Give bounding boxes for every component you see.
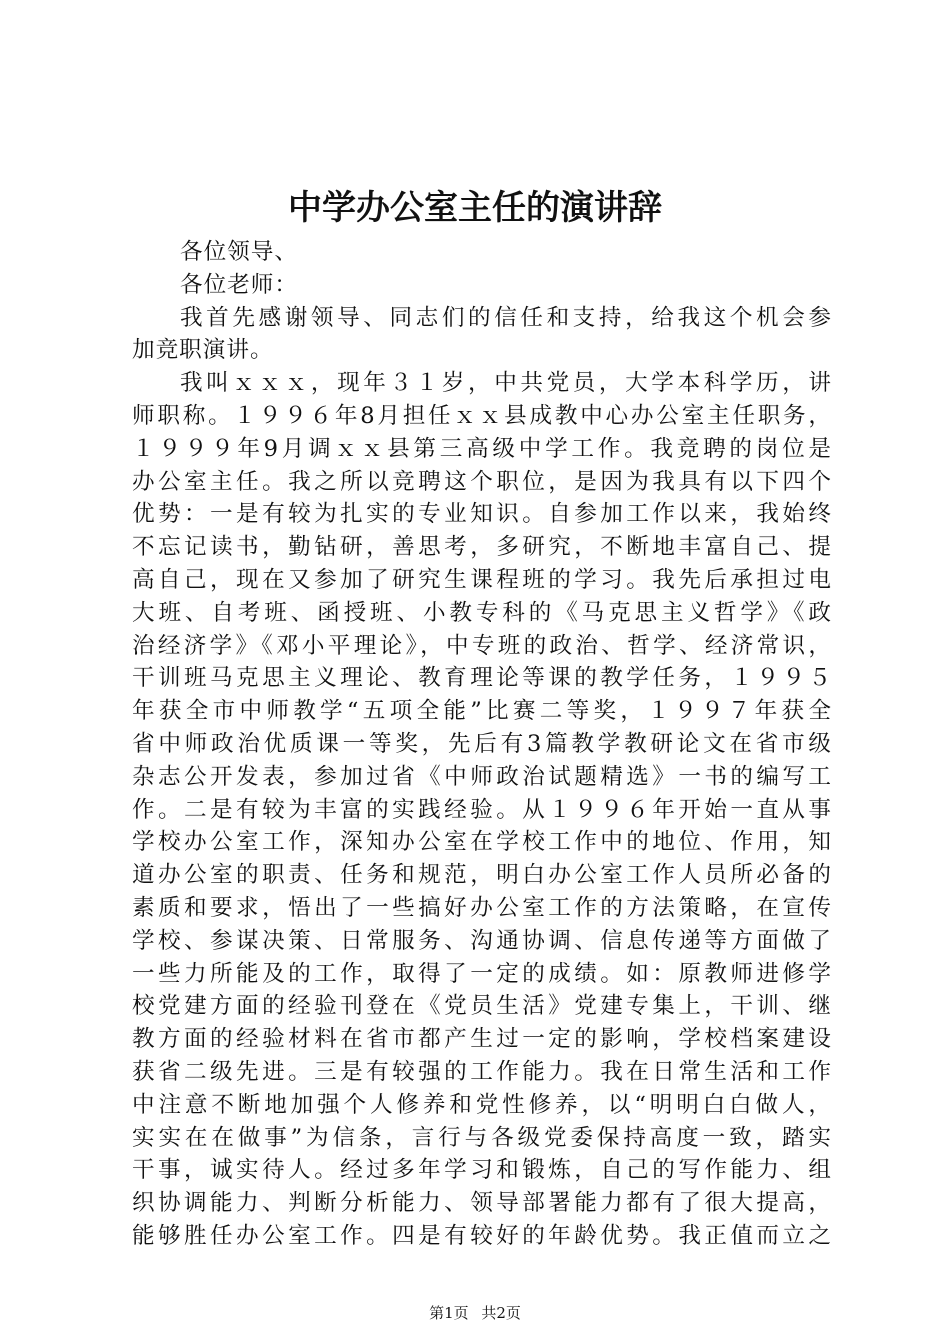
text-line: 办公室主任。我之所以竞聘这个职位，是因为我具有以下四个 xyxy=(132,468,832,495)
text-line: 织协调能力、判断分析能力、领导部署能力都有了很大提高， xyxy=(132,1190,832,1217)
text-line: 加竞职演讲。 xyxy=(132,337,274,364)
text-line: 师职称。１９９６年8月担任ｘｘ县成教中心办公室主任职务， xyxy=(132,402,832,429)
text-line: 杂志公开发表，参加过省《中师政治试题精选》一书的编写工 xyxy=(132,763,832,790)
text-line: 获省二级先进。三是有较强的工作能力。我在日常生活和工作 xyxy=(132,1058,832,1085)
text-line: １９９９年9月调ｘｘ县第三高级中学工作。我竞聘的岗位是 xyxy=(132,435,832,462)
text-line: 素质和要求，悟出了一些搞好办公室工作的方法策略，在宣传 xyxy=(132,894,832,921)
text-line: 优势：一是有较为扎实的专业知识。自参加工作以来，我始终 xyxy=(132,501,832,528)
text-line: 教方面的经验材料在省市都产生过一定的影响，学校档案建设 xyxy=(132,1026,832,1053)
document-body xyxy=(132,236,832,1253)
text-line: 不忘记读书，勤钻研，善思考，多研究，不断地丰富自己、提 xyxy=(132,534,832,561)
text-line: 能够胜任办公室工作。四是有较好的年龄优势。我正值而立之 xyxy=(132,1222,832,1249)
greeting-line: 各位老师： xyxy=(180,271,298,298)
page-number: 第1页 xyxy=(429,1304,469,1322)
text-line: 大班、自考班、函授班、小教专科的《马克思主义哲学》《政 xyxy=(132,599,832,626)
text-line: 治经济学》《邓小平理论》，中专班的政治、哲学、经济常识， xyxy=(132,632,832,659)
text-line: 干训班马克思主义理论、教育理论等课的教学任务，１９９５ xyxy=(132,665,832,692)
greeting-line: 各位领导、 xyxy=(180,239,298,265)
text-line: 道办公室的职责、任务和规范，明白办公室工作人员所必备的 xyxy=(132,862,832,889)
text-line: 作。二是有较为丰富的实践经验。从１９９６年开始一直从事 xyxy=(132,796,832,823)
text-line: 学校办公室工作，深知办公室在学校工作中的地位、作用，知 xyxy=(132,829,832,856)
text-line: 中注意不断地加强个人修养和党性修养，以“明明白白做人， xyxy=(132,1091,832,1118)
text-line: 我首先感谢领导、同志们的信任和支持，给我这个机会参 xyxy=(180,304,832,331)
text-line: 年获全市中师教学“五项全能”比赛二等奖，１９９７年获全 xyxy=(132,698,832,725)
text-line: 省中师政治优质课一等奖，先后有3篇教学教研论文在省市级 xyxy=(132,730,832,757)
text-line: 实实在在做事”为信条，言行与各级党委保持高度一致，踏实 xyxy=(132,1124,832,1151)
text-line: 校党建方面的经验刊登在《党员生活》党建专集上，干训、继 xyxy=(132,993,832,1020)
text-line: 一些力所能及的工作，取得了一定的成绩。如：原教师进修学 xyxy=(132,960,832,987)
text-line: 学校、参谋决策、日常服务、沟通协调、信息传递等方面做了 xyxy=(132,927,832,954)
page-title: 中学办公室主任的演讲辞 xyxy=(288,188,662,228)
text-line: 干事，诚实待人。经过多年学习和锻炼，自己的写作能力、组 xyxy=(132,1157,832,1184)
page-total: 共2页 xyxy=(481,1304,521,1322)
text-line: 我叫ｘｘｘ，现年３１岁，中共党员，大学本科学历，讲 xyxy=(180,370,832,397)
text-line: 高自己，现在又参加了研究生课程班的学习。我先后承担过电 xyxy=(132,566,832,593)
page-footer xyxy=(0,1303,950,1323)
